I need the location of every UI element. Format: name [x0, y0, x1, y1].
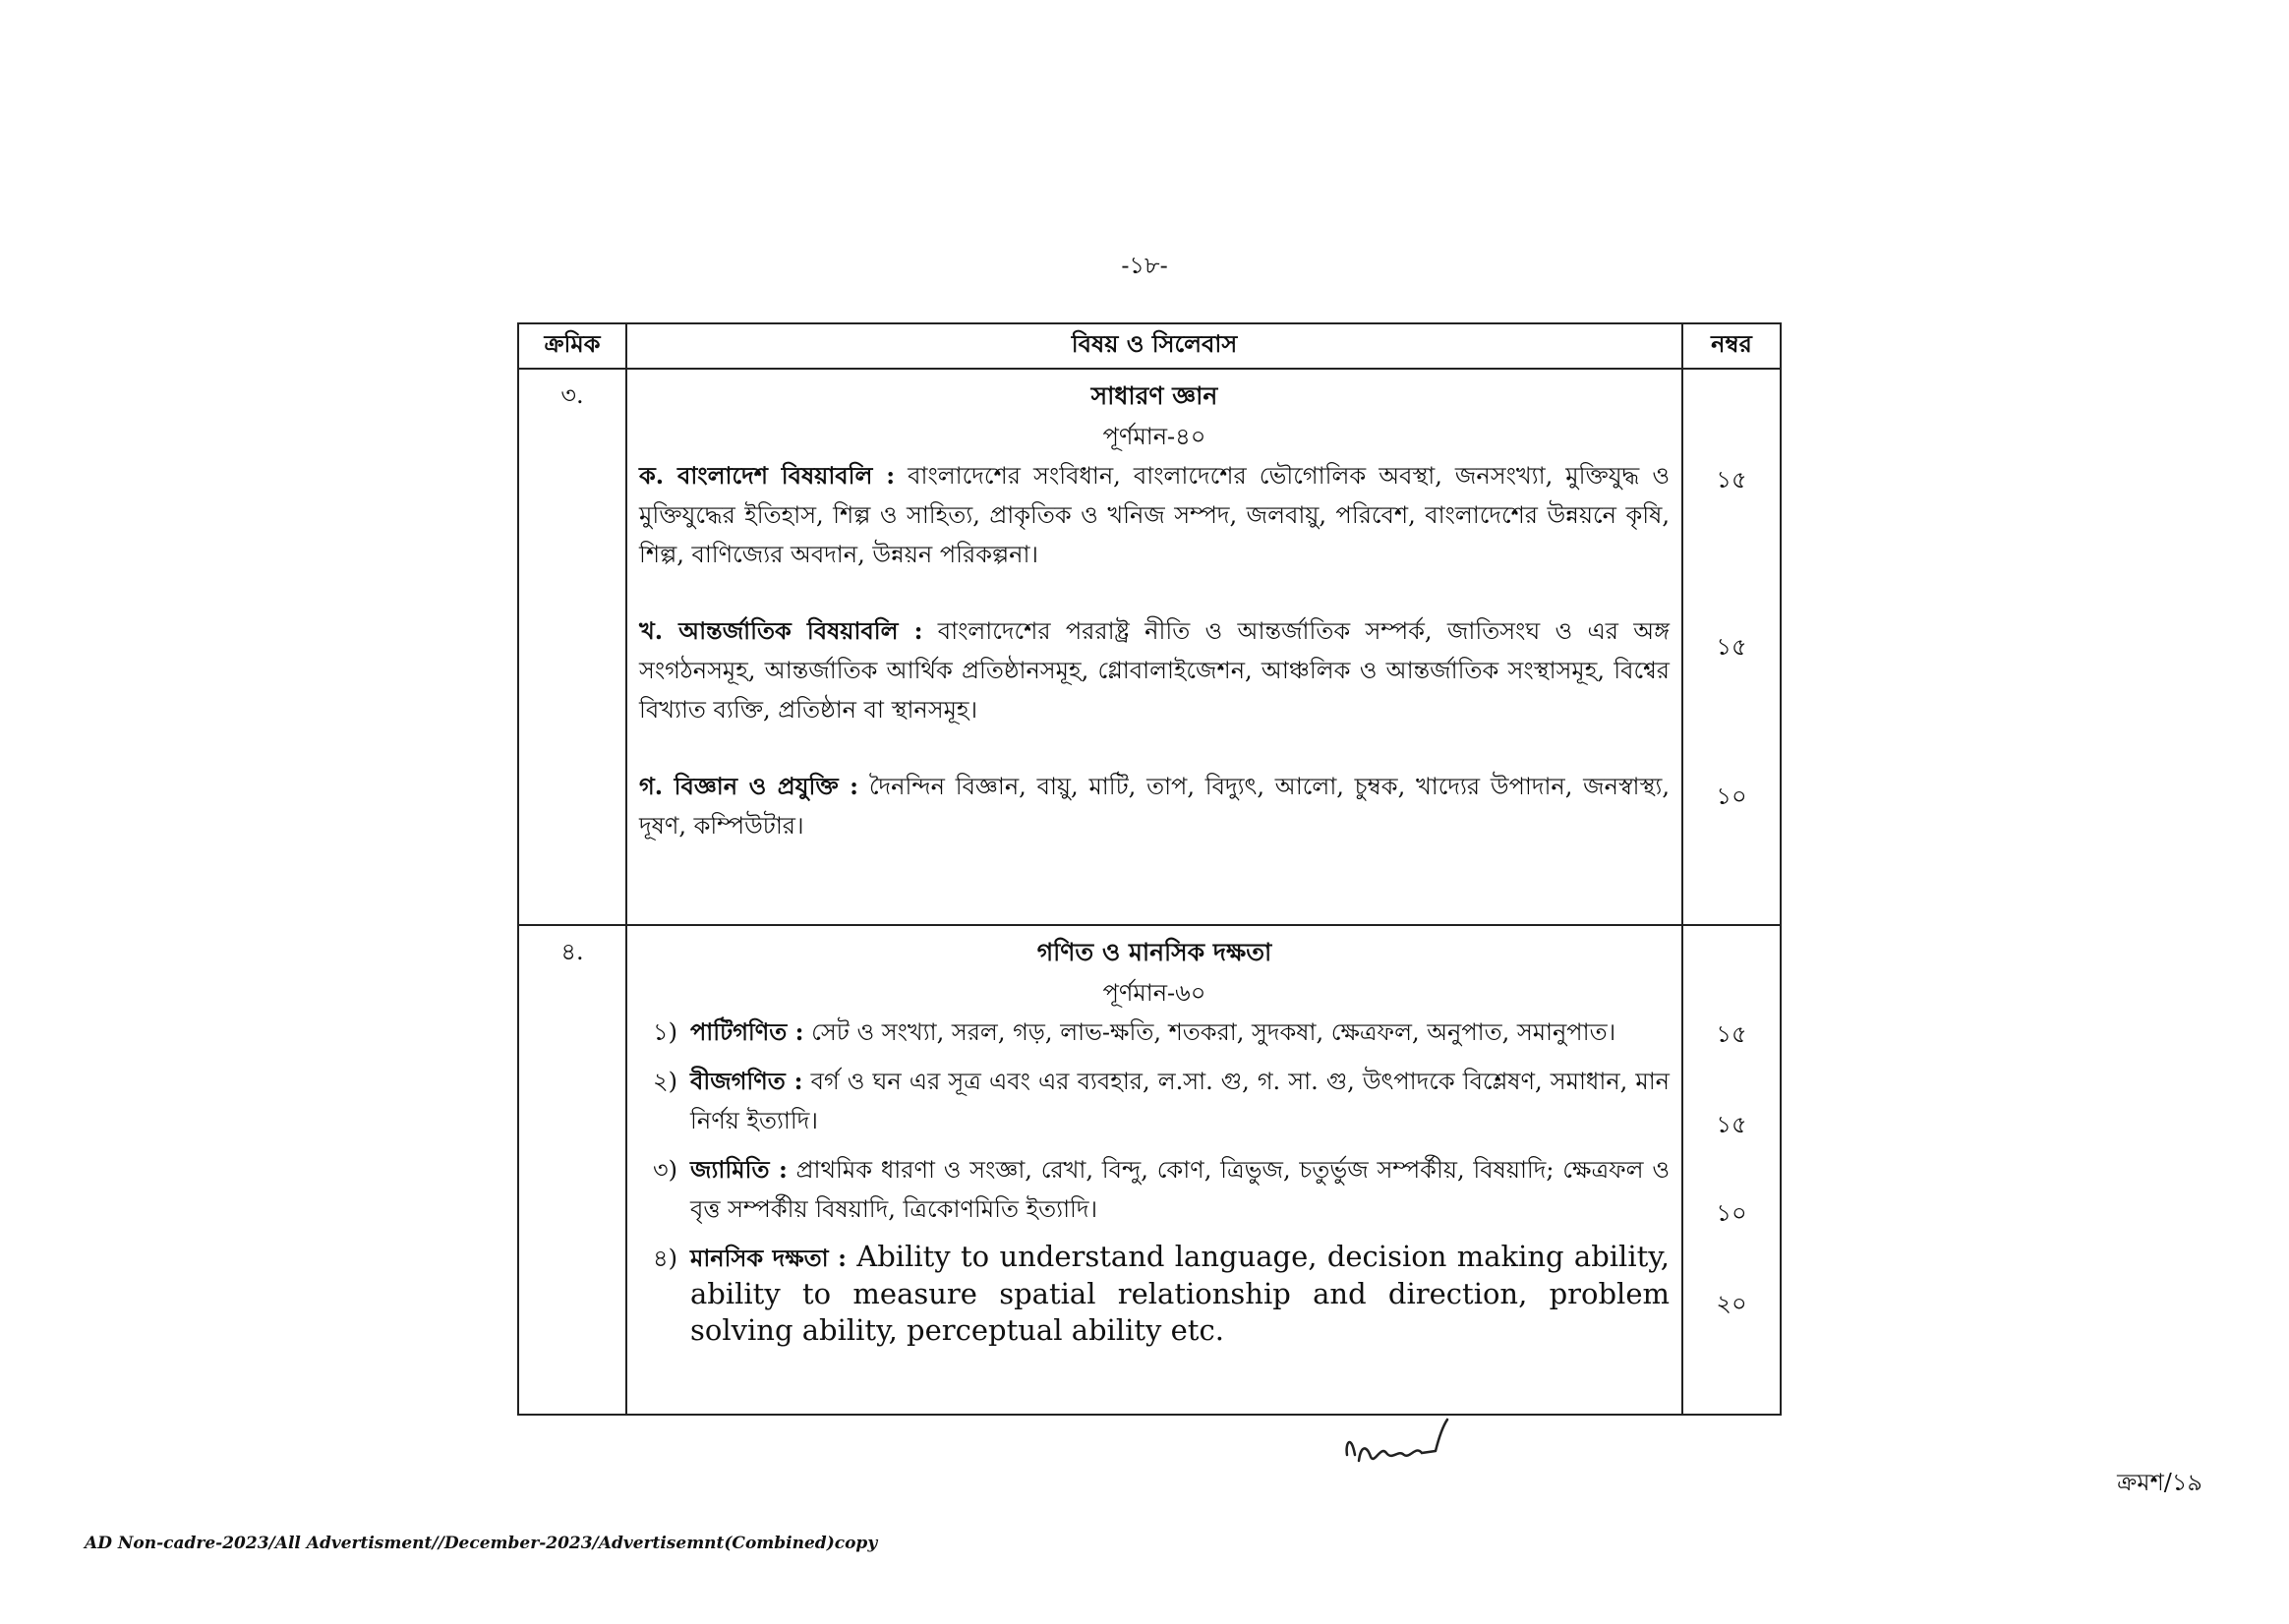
item-marks: ১৫ — [1716, 466, 1747, 493]
subject-cell — [626, 925, 1682, 1415]
header-marks: নম্বর — [1682, 323, 1781, 369]
item-text: বর্গ ও ঘন এর সূত্র এবং এর ব্যবহার, ল.সা. গু, গ. সা. গু, উৎপাদকে বিশ্লেষণ, সমাধান, মান নির্ণয় ইত্যাদি। — [690, 1068, 1670, 1134]
signature-mark — [1337, 1416, 1455, 1484]
item-number: ১) — [653, 1018, 677, 1046]
item-number: ৩) — [653, 1156, 677, 1184]
header-subject: বিষয় ও সিলেবাস — [626, 323, 1682, 369]
table-header-row — [518, 323, 1781, 369]
syllabus-item-international — [639, 611, 1670, 729]
item-marks: ১৫ — [1716, 1020, 1747, 1048]
item-text: বাংলাদেশের সংবিধান, বাংলাদেশের ভৌগোলিক অবস্থা, জনসংখ্যা, মুক্তিযুদ্ধ ও মুক্তিযুদ্ধের ইতিহাস, শিল্প ও সাহিত্য, প্রাকৃতিক ও খনিজ সম্পদ, জলবায়ু, পরিবেশ, বাংলাদেশের উন্নয়নে কৃষি, শিল্প, বাণিজ্যের অবদান, উন্নয়ন পরিকল্পনা। — [639, 462, 1670, 568]
section-title: গণিত ও মানসিক দক্ষতা — [1036, 938, 1272, 966]
item-heading: জ্যামিতি : — [690, 1155, 788, 1184]
marks-cell — [1682, 369, 1781, 925]
syllabus-item-science — [639, 767, 1670, 845]
item-heading: বীজগণিত : — [690, 1067, 803, 1095]
full-marks: পূর্ণমান-৬০ — [1102, 979, 1206, 1007]
item-text: সেট ও সংখ্যা, সরল, গড়, লাভ-ক্ষতি, শতকরা, সুদকষা, ক্ষেত্রফল, অনুপাত, সমানুপাত। — [803, 1018, 1616, 1046]
item-number: ৪) — [653, 1245, 677, 1272]
item-text: প্রাথমিক ধারণা ও সংজ্ঞা, রেখা, বিন্দু, কোণ, ত্রিভুজ, চতুর্ভুজ সম্পর্কীয়, বিষয়াদি; ক্ষেত্রফল ও বৃত্ত সম্পর্কীয় বিষয়াদি, ত্রিকোণমিতি ইত্যাদি। — [690, 1156, 1670, 1223]
item-marks: ১০ — [1716, 1199, 1747, 1227]
item-heading: পাটিগণিত : — [690, 1017, 804, 1046]
item-heading: মানসিক দক্ষতা : — [690, 1244, 847, 1272]
serial-cell: ৪. — [518, 925, 626, 1415]
subject-cell — [626, 369, 1682, 925]
item-marks: ১০ — [1716, 783, 1747, 810]
header-serial: ক্রমিক — [518, 323, 626, 369]
item-heading: ক. বাংলাদেশ বিষয়াবলি : — [639, 461, 896, 490]
full-marks: পূর্ণমান-৪০ — [1102, 423, 1206, 450]
table-row-general-knowledge — [518, 369, 1781, 925]
item-marks: ১৫ — [1716, 633, 1747, 661]
section-title: সাধারণ জ্ঞান — [1090, 381, 1218, 410]
syllabus-item-arithmetic — [653, 1013, 1670, 1052]
item-marks: ২০ — [1716, 1290, 1747, 1317]
item-heading: খ. আন্তর্জাতিক বিষয়াবলি : — [639, 616, 923, 645]
item-marks: ১৫ — [1716, 1111, 1747, 1138]
item-text: দৈনন্দিন বিজ্ঞান, বায়ু, মাটি, তাপ, বিদ্যুৎ, আলো, চুম্বক, খাদ্যের উপাদান, জনস্বাস্থ্য, দূষণ, কম্পিউটার। — [639, 773, 1670, 840]
marks-cell — [1682, 925, 1781, 1415]
serial-cell: ৩. — [518, 369, 626, 925]
item-number: ২) — [653, 1068, 677, 1095]
item-text: Ability to understand language, decision making ability, ability to measure spatial relationship and direction, problem solving ability, perceptual ability etc. — [690, 1240, 1671, 1347]
table-row-math-mental — [518, 925, 1781, 1415]
item-text: বাংলাদেশের পররাষ্ট্র নীতি ও আন্তর্জাতিক সম্পর্ক, জাতিসংঘ ও এর অঙ্গ সংগঠনসমূহ, আন্তর্জাতিক আর্থিক প্রতিষ্ঠানসমূহ, গ্লোবালাইজেশন, আঞ্চলিক ও আন্তর্জাতিক সংস্থাসমূহ, বিশ্বের বিখ্যাত ব্যক্তি, প্রতিষ্ঠান বা স্থানসমূহ। — [639, 617, 1671, 724]
syllabus-item-bangladesh — [639, 456, 1670, 574]
syllabus-table — [517, 322, 1782, 1416]
continued-marker: ক্রমশ/১৯ — [2117, 1469, 2202, 1496]
syllabus-item-algebra — [653, 1062, 1670, 1140]
footer-file-path: AD Non-cadre-2023/All Advertisment//December-2023/Advertisemnt(Combined)copy — [85, 1534, 878, 1553]
syllabus-item-mental-ability — [653, 1239, 1670, 1349]
syllabus-item-geometry — [653, 1150, 1670, 1229]
item-heading: গ. বিজ্ঞান ও প্রযুক্তি : — [639, 772, 859, 800]
page-number: -১৮- — [1121, 252, 1168, 279]
